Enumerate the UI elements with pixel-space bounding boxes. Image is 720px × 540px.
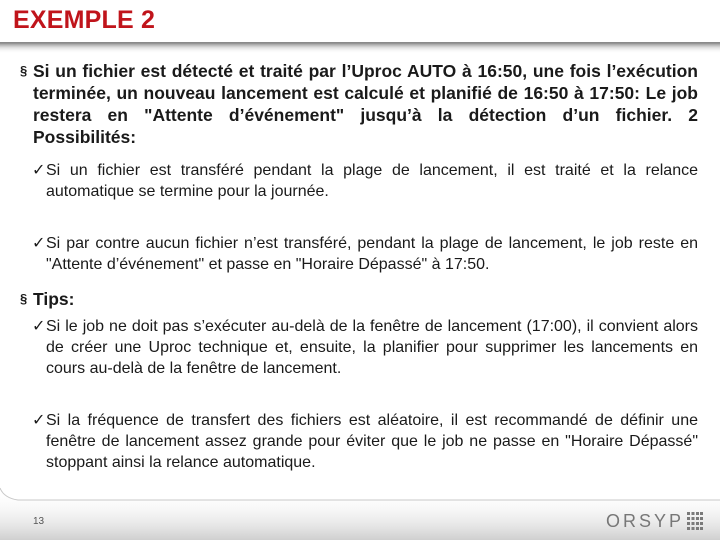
checkmark-icon: ✓ [32,412,46,429]
sub-item [32,410,698,473]
bullet-item [20,60,698,148]
orsyp-logo [606,510,703,532]
slide-title: EXEMPLE 2 [13,6,156,34]
square-bullet-icon: § [20,291,28,306]
checkmark-icon: ✓ [32,162,46,179]
sub-item [32,233,698,275]
orsyp-logo-grid-icon [687,512,703,530]
checkmark-icon: ✓ [32,318,46,335]
bullet-item [20,288,698,310]
bullet-text: Si un fichier est détecté et traité par l’Uproc AUTO à 16:50, une fois l’exécution terminée, un nouveau lancement est calculé et planifié de 16:50 à 17:50: Le job restera en "Attente d’événement" jusqu’à la détection d’un fichier. 2 Possibilités: [33,61,698,147]
logo-text: ORSYP [606,510,685,531]
sub-item-text: Si un fichier est transféré pendant la plage de lancement, il est traité et la relance automatique se termine pour la journée. [46,162,698,200]
sub-item-text: Si la fréquence de transfert des fichiers est aléatoire, il est recommandé de définir une fenêtre de lancement assez grande pour éviter que le job ne passe en "Horaire Dépassé" stoppant ainsi la relance automatique. [46,412,698,471]
page-number: 13 [33,516,45,527]
checkmark-icon: ✓ [32,235,46,252]
sub-item-text: Si par contre aucun fichier n’est transféré, pendant la plage de lancement, le job reste en "Attente d’événement" et passe en "Horaire Dépassé" à 17:50. [46,235,698,273]
title-rule [0,42,720,56]
sub-item [32,316,698,379]
sub-item [32,160,698,202]
sub-item-text: Si le job ne doit pas s’exécuter au-delà de la fenêtre de lancement (17:00), il convient alors de créer une Uproc technique et, ensuite, la planifier pour supprimer les lancements en cours au-delà de la fenêtre de lancement. [46,318,698,377]
square-bullet-icon: § [20,63,28,78]
bullet-text: Tips: [33,289,75,309]
